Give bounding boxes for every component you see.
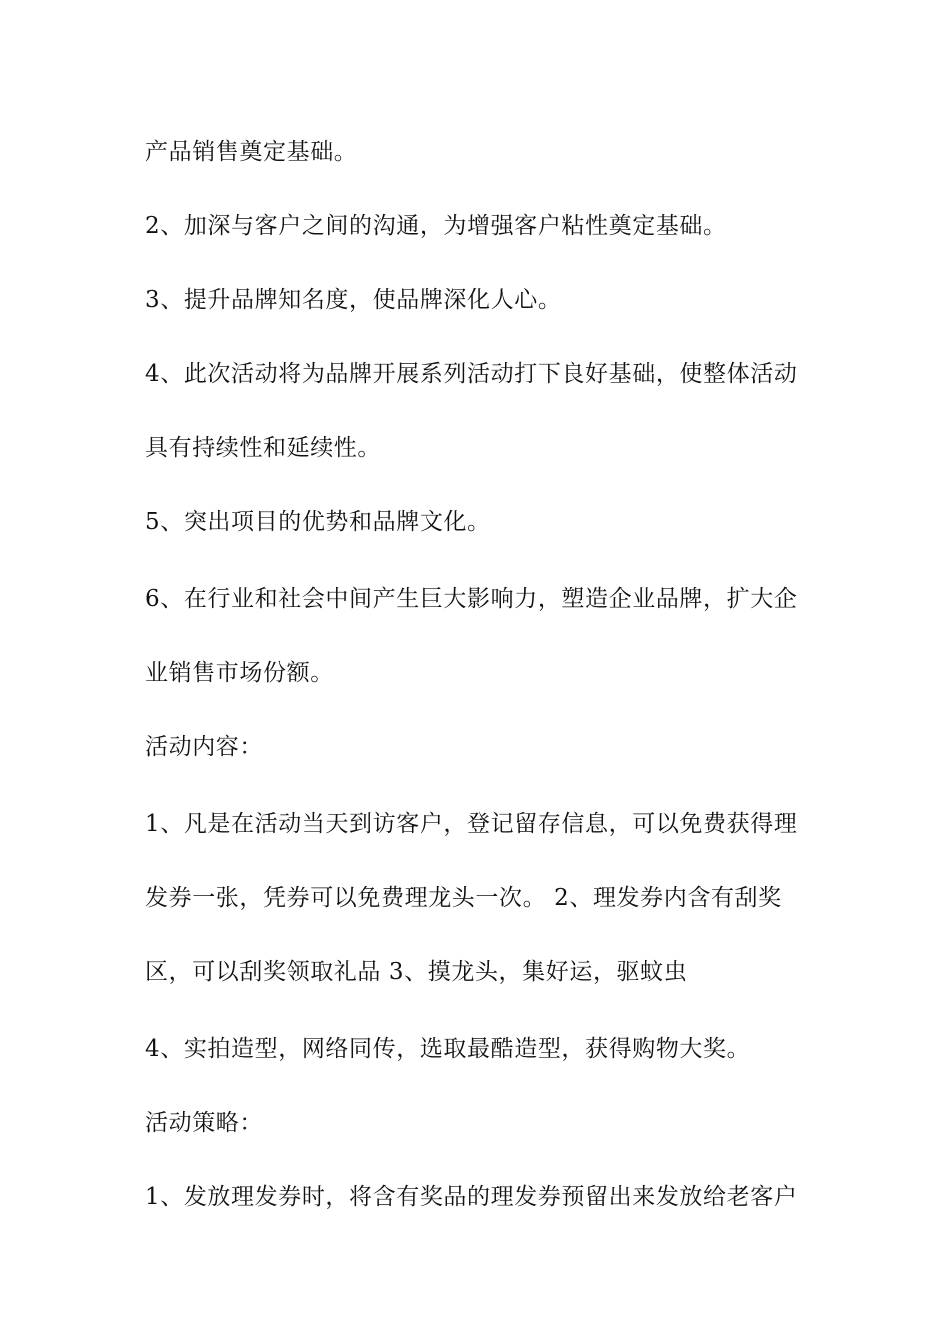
section-heading: 活动内容： (145, 734, 263, 760)
section-heading: 活动策略： (145, 1110, 263, 1136)
text-line: 发券一张，凭券可以免费理龙头一次。 2、理发券内含有刮奖 (145, 885, 782, 911)
text-line: 业销售市场份额。 (145, 660, 334, 686)
text-line: 具有持续性和延续性。 (145, 435, 381, 461)
text-line: 2、加深与客户之间的沟通，为增强客户粘性奠定基础。 (145, 213, 727, 239)
text-line: 4、实拍造型，网络同传，选取最酷造型，获得购物大奖。 (145, 1036, 751, 1062)
text-line: 4、此次活动将为品牌开展系列活动打下良好基础，使整体活动 (145, 361, 798, 387)
text-line: 区，可以刮奖领取礼品 3、摸龙头，集好运，驱蚊虫 (145, 959, 688, 985)
text-line: 3、提升品牌知名度，使品牌深化人心。 (145, 287, 562, 313)
text-line: 产品销售奠定基础。 (145, 139, 358, 165)
text-line: 6、在行业和社会中间产生巨大影响力，塑造企业品牌，扩大企 (145, 586, 798, 612)
text-line: 1、凡是在活动当天到访客户，登记留存信息，可以免费获得理 (145, 811, 798, 837)
text-line: 1、发放理发券时，将含有奖品的理发券预留出来发放给老客户 (145, 1184, 798, 1210)
text-line: 5、突出项目的优势和品牌文化。 (145, 509, 491, 535)
